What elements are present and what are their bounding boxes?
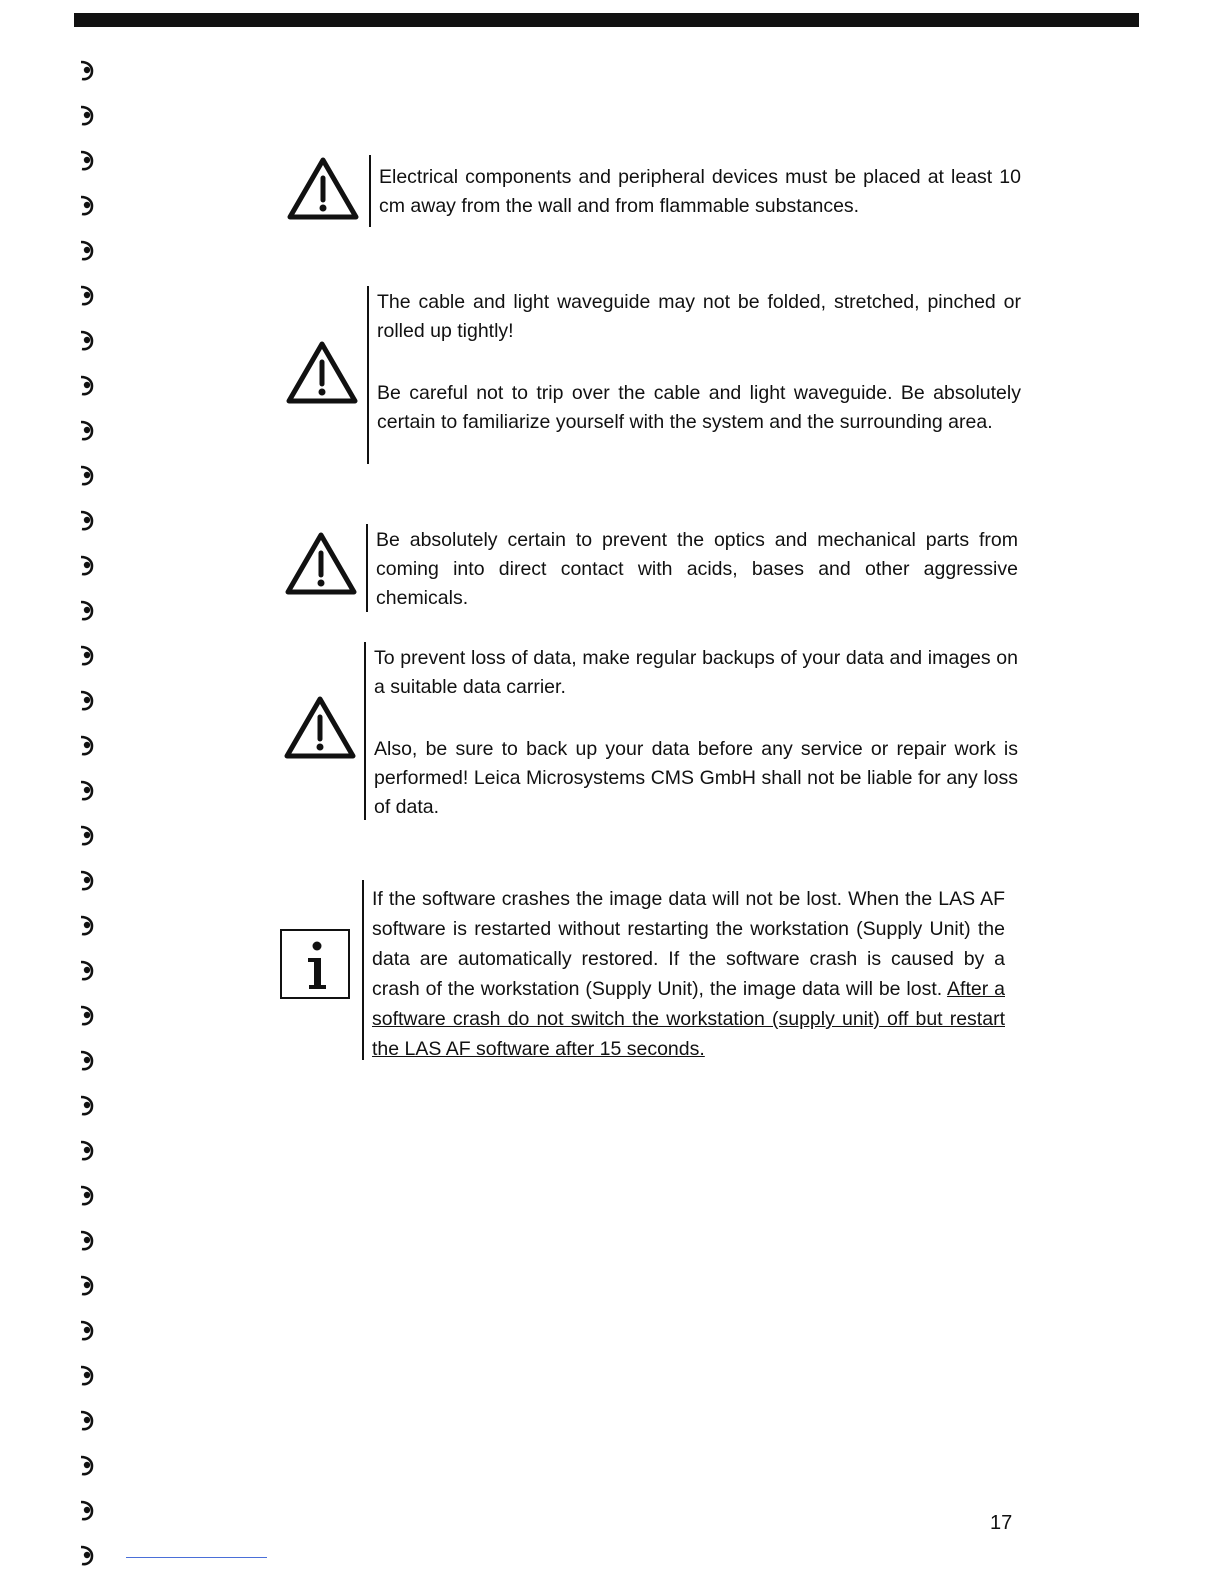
note-text: Be careful not to trip over the cable and light waveguide. Be absolutely certain to familiarize yourself with the system and the surrounding area. (377, 382, 1021, 433)
binding-ring-icon (78, 1048, 94, 1072)
binding-ring-icon (78, 283, 94, 307)
page-number: 17 (990, 1512, 1013, 1534)
footer-line (126, 1557, 267, 1558)
binding-ring-icon (78, 1228, 94, 1252)
binding-ring-icon (78, 868, 94, 892)
binding-ring-icon (78, 103, 94, 127)
binding-ring-icon (78, 1003, 94, 1027)
binding-ring-icon (78, 553, 94, 577)
binding-ring-icon (78, 463, 94, 487)
binding-ring-icon (78, 1498, 94, 1522)
binding-ring-icon (78, 688, 94, 712)
note-text: Electrical components and peripheral devices must be placed at least 10 cm away from the wall and from flammable substances. (379, 166, 1021, 217)
warning-icon (285, 531, 357, 597)
note-text-body: If the software crashes the image data will not be lost. When the LAS AF software is restarted without restarting the workstation (Supply Unit) the data are automatically restored. If the software crash is caused by a crash of the workstation (Supply Unit), the image data will be lost. (372, 888, 1005, 1000)
note-text: Be absolutely certain to prevent the optics and mechanical parts from coming into direct contact with acids, bases and other aggressive chemicals. (376, 529, 1018, 609)
binding-ring-icon (78, 823, 94, 847)
binding-ring-icon (78, 913, 94, 937)
binding-ring-icon (78, 1363, 94, 1387)
binding-ring-icon (78, 1318, 94, 1342)
binding-ring-icon (78, 1453, 94, 1477)
header-rule (74, 13, 1139, 27)
note-text: Also, be sure to back up your data before any service or repair work is performed! Leica Microsystems CMS GmbH shall not be liable for any loss of data. (374, 738, 1018, 818)
binding-ring-icon (78, 1273, 94, 1297)
spiral-binding (72, 58, 102, 1568)
binding-ring-icon (78, 778, 94, 802)
binding-ring-icon (78, 418, 94, 442)
note-data-backup (364, 642, 1018, 820)
binding-ring-icon (78, 1408, 94, 1432)
warning-icon (287, 156, 359, 222)
warning-icon (286, 340, 358, 406)
binding-ring-icon (78, 1093, 94, 1117)
note-text: To prevent loss of data, make regular backups of your data and images on a suitable data carrier. (374, 647, 1018, 698)
binding-ring-icon (78, 1183, 94, 1207)
warning-icon (284, 695, 356, 761)
binding-ring-icon (78, 598, 94, 622)
binding-ring-icon (78, 193, 94, 217)
note-text (372, 884, 1005, 1064)
binding-ring-icon (78, 1543, 94, 1567)
binding-ring-icon (78, 958, 94, 982)
note-chemicals (366, 524, 1018, 612)
binding-ring-icon (78, 373, 94, 397)
note-software-crash (362, 880, 1005, 1060)
binding-ring-icon (78, 58, 94, 82)
info-icon (280, 929, 350, 999)
binding-ring-icon (78, 1138, 94, 1162)
note-cable-handling (367, 286, 1021, 464)
binding-ring-icon (78, 733, 94, 757)
binding-ring-icon (78, 508, 94, 532)
binding-ring-icon (78, 148, 94, 172)
binding-ring-icon (78, 328, 94, 352)
note-text-underlined: After a software crash do not switch the workstation (supply unit) off but restart the LAS AF software after 15 seconds. (372, 978, 1005, 1060)
note-wall-distance (369, 155, 1021, 227)
binding-ring-icon (78, 643, 94, 667)
binding-ring-icon (78, 238, 94, 262)
note-text: The cable and light waveguide may not be folded, stretched, pinched or rolled up tightly! (377, 291, 1021, 342)
